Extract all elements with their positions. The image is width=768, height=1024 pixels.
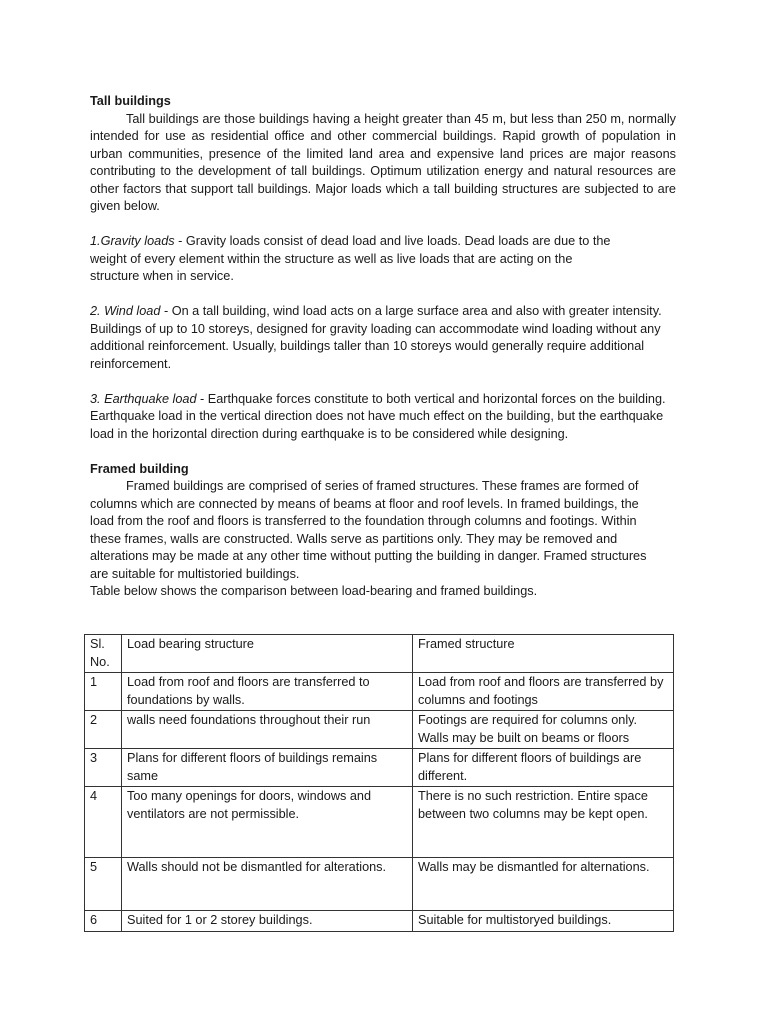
- earthquake-load-paragraph: [90, 391, 676, 444]
- table-row: [85, 911, 674, 932]
- load-bearing-cell: Plans for different floors of buildings remains same: [122, 749, 413, 787]
- framed-cell: There is no such restriction. Entire space between two columns may be kept open.: [413, 787, 674, 858]
- table-intro-text: Table below shows the comparison between load-bearing and framed buildings.: [90, 584, 538, 598]
- load-bearing-cell: Walls should not be dismantled for alterations.: [122, 858, 413, 911]
- table-row: [85, 787, 674, 858]
- framed-cell: Footings are required for columns only. Walls may be built on beams or floors: [413, 711, 674, 749]
- header-load-bearing: Load bearing structure: [122, 635, 413, 673]
- load-bearing-cell: walls need foundations throughout their run: [122, 711, 413, 749]
- row-number: 1: [85, 673, 122, 711]
- earthquake-load-label: 3. Earthquake load: [90, 391, 197, 406]
- row-number: 5: [85, 858, 122, 911]
- gravity-load-paragraph: [90, 233, 620, 286]
- earthquake-load-text: - Earthquake forces constitute to both vertical and horizontal forces on the building. Earthquake load in the vertical direction does not have much effect on the building, but the earthquake load in the horizontal direction during earthquake is to be considered while designing.: [90, 391, 666, 441]
- comparison-table: [84, 634, 674, 932]
- row-number: 4: [85, 787, 122, 858]
- wind-load-label: 2. Wind load: [90, 304, 161, 318]
- row-number: 2: [85, 711, 122, 749]
- header-framed: Framed structure: [413, 635, 674, 673]
- tall-buildings-paragraph: Tall buildings are those buildings having a height greater than 45 m, but less than 250 m, normally intended for use as residential office and other commercial buildings. Rapid growth of population in urban communities, presence of the limited land area and expensive land prices are major reasons contributing to the development of tall buildings. Optimum utilization energy and natural resources are other factors that support tall buildings. Major loads which a tall building structures are subjected to are given below.: [90, 111, 676, 213]
- gravity-load-label: 1.Gravity loads: [90, 234, 175, 248]
- row-number: 3: [85, 749, 122, 787]
- table-header-row: [85, 635, 674, 673]
- document-page: [90, 93, 676, 601]
- framed-building-paragraph: Framed buildings are comprised of series of framed structures. These frames are formed of columns which are connected by means of beams at floor and roof levels. In framed buildings, the load from the roof and floors is transferred to the foundation through columns and footings. Within these frames, walls are constructed. Walls serve as partitions only. They may be removed and alterations may be made at any other time without putting the building in danger. Framed structures are suitable for multistoried buildings.: [90, 479, 647, 581]
- row-number: 6: [85, 911, 122, 932]
- tall-buildings-heading: Tall buildings: [90, 94, 171, 108]
- framed-cell: Plans for different floors of buildings are different.: [413, 749, 674, 787]
- framed-cell: Suitable for multistoryed buildings.: [413, 911, 674, 932]
- load-bearing-cell: Suited for 1 or 2 storey buildings.: [122, 911, 413, 932]
- header-serial-number: Sl. No.: [85, 635, 122, 673]
- framed-building-heading: Framed building: [90, 461, 189, 476]
- table-row: [85, 858, 674, 911]
- framed-cell: Load from roof and floors are transferred by columns and footings: [413, 673, 674, 711]
- table-row: [85, 711, 674, 749]
- table-row: [85, 749, 674, 787]
- load-bearing-cell: Too many openings for doors, windows and ventilators are not permissible.: [122, 787, 413, 858]
- gravity-load-text: - Gravity loads consist of dead load and live loads. Dead loads are due to the weight of every element within the structure as well as live loads that are acting on the structure when in service.: [90, 234, 611, 283]
- load-bearing-cell: Load from roof and floors are transferred to foundations by walls.: [122, 673, 413, 711]
- table-row: [85, 673, 674, 711]
- wind-load-paragraph: [90, 303, 668, 373]
- framed-cell: Walls may be dismantled for alternations.: [413, 858, 674, 911]
- wind-load-text: - On a tall building, wind load acts on a large surface area and also with greater intensity. Buildings of up to 10 storeys, designed for gravity loading can accommodate wind loading without any additional reinforcement. Usually, buildings taller than 10 storeys would generally require additional reinforcement.: [90, 304, 662, 371]
